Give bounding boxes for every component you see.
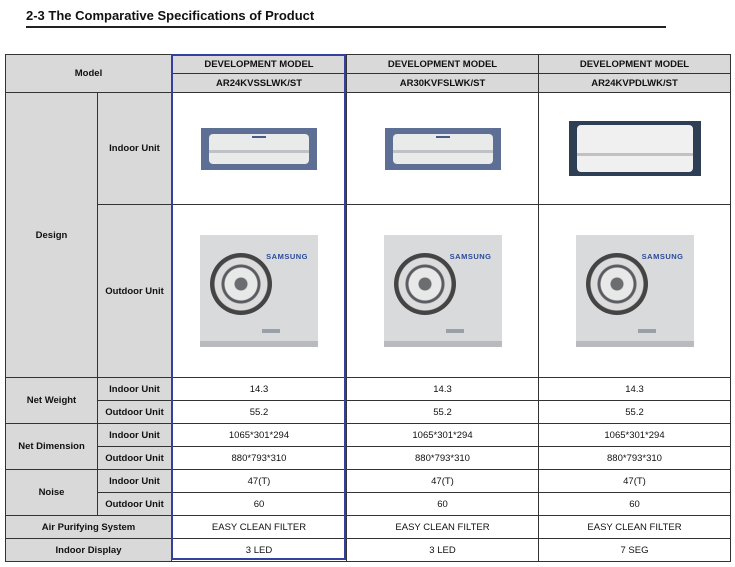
- page-title: 2-3 The Comparative Specifications of Product: [26, 8, 315, 23]
- noise-indoor-label: Indoor Unit: [98, 470, 172, 493]
- noise-label: Noise: [6, 470, 98, 516]
- outdoor-image-cell-1: [172, 205, 347, 378]
- noise-outdoor-1: 60: [172, 493, 347, 516]
- air-purifying-3: EASY CLEAN FILTER: [539, 516, 731, 539]
- indoor-unit-image: [385, 128, 501, 170]
- indoor-display-2: 3 LED: [347, 539, 539, 562]
- model-header: Model: [6, 55, 172, 93]
- noise-outdoor-label: Outdoor Unit: [98, 493, 172, 516]
- indoor-image-cell-2: [347, 93, 539, 205]
- fan-icon: [394, 253, 456, 315]
- net-dimension-outdoor-label: Outdoor Unit: [98, 447, 172, 470]
- net-weight-indoor-3: 14.3: [539, 378, 731, 401]
- net-dimension-outdoor-2: 880*793*310: [347, 447, 539, 470]
- dev-model-label-3: DEVELOPMENT MODEL: [539, 55, 731, 74]
- net-dimension-indoor-label: Indoor Unit: [98, 424, 172, 447]
- spec-table: [5, 54, 731, 562]
- dev-model-label-2: DEVELOPMENT MODEL: [347, 55, 539, 74]
- brand-logo: SAMSUNG: [641, 252, 684, 261]
- net-dimension-indoor-1: 1065*301*294: [172, 424, 347, 447]
- noise-outdoor-2: 60: [347, 493, 539, 516]
- air-purifying-label: Air Purifying System: [6, 516, 172, 539]
- indoor-image-cell-3: [539, 93, 731, 205]
- brand-logo: SAMSUNG: [266, 252, 308, 261]
- net-weight-outdoor-2: 55.2: [347, 401, 539, 424]
- dev-model-label-1: DEVELOPMENT MODEL: [172, 55, 347, 74]
- net-weight-outdoor-3: 55.2: [539, 401, 731, 424]
- noise-outdoor-3: 60: [539, 493, 731, 516]
- design-label: Design: [6, 93, 98, 378]
- net-weight-label: Net Weight: [6, 378, 98, 424]
- indoor-display-3: 7 SEG: [539, 539, 731, 562]
- outdoor-unit-image: [200, 235, 318, 347]
- outdoor-image-cell-2: [347, 205, 539, 378]
- fan-icon: [586, 253, 648, 315]
- design-indoor-label: Indoor Unit: [98, 93, 172, 205]
- net-weight-outdoor-label: Outdoor Unit: [98, 401, 172, 424]
- net-dimension-outdoor-1: 880*793*310: [172, 447, 347, 470]
- air-purifying-1: EASY CLEAN FILTER: [172, 516, 347, 539]
- net-dimension-label: Net Dimension: [6, 424, 98, 470]
- model-number-3: AR24KVPDLWK/ST: [539, 74, 731, 93]
- outdoor-image-cell-3: [539, 205, 731, 378]
- indoor-image-cell-1: [172, 93, 347, 205]
- noise-indoor-1: 47(T): [172, 470, 347, 493]
- net-weight-indoor-label: Indoor Unit: [98, 378, 172, 401]
- model-number-1: AR24KVSSLWK/ST: [172, 74, 347, 93]
- net-dimension-indoor-2: 1065*301*294: [347, 424, 539, 447]
- net-dimension-indoor-3: 1065*301*294: [539, 424, 731, 447]
- net-weight-indoor-1: 14.3: [172, 378, 347, 401]
- noise-indoor-2: 47(T): [347, 470, 539, 493]
- air-purifying-2: EASY CLEAN FILTER: [347, 516, 539, 539]
- fan-icon: [210, 253, 272, 315]
- noise-indoor-3: 47(T): [539, 470, 731, 493]
- model-number-2: AR30KVFSLWK/ST: [347, 74, 539, 93]
- indoor-display-1: 3 LED: [172, 539, 347, 562]
- outdoor-unit-image: [576, 235, 694, 347]
- net-weight-outdoor-1: 55.2: [172, 401, 347, 424]
- outdoor-unit-image: [384, 235, 502, 347]
- indoor-display-label: Indoor Display: [6, 539, 172, 562]
- indoor-unit-image: [201, 128, 317, 170]
- design-outdoor-label: Outdoor Unit: [98, 205, 172, 378]
- title-underline: [26, 26, 666, 28]
- net-dimension-outdoor-3: 880*793*310: [539, 447, 731, 470]
- brand-logo: SAMSUNG: [449, 252, 492, 261]
- net-weight-indoor-2: 14.3: [347, 378, 539, 401]
- indoor-unit-image: [569, 121, 701, 176]
